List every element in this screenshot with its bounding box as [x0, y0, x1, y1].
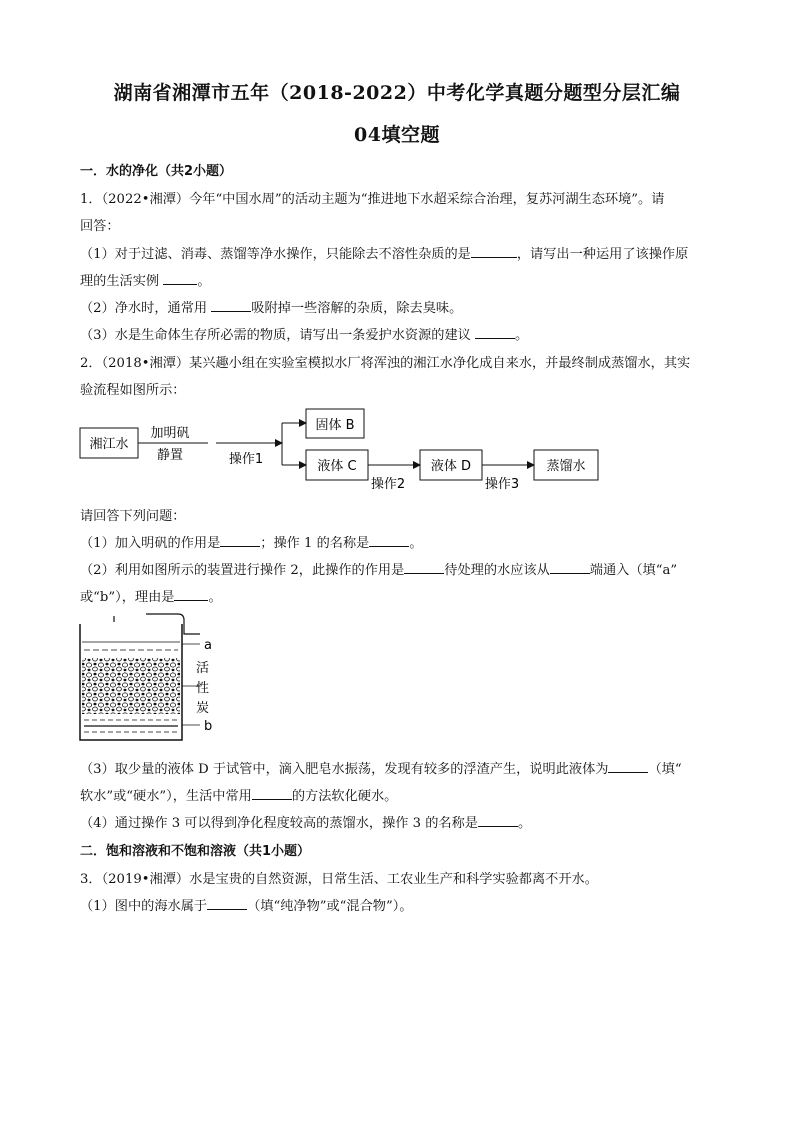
- answer-blank[interactable]: [211, 299, 251, 312]
- answer-blank[interactable]: [404, 561, 444, 574]
- op2-label: 操作2: [370, 477, 406, 492]
- q2-part-2-text-e: 。: [208, 590, 222, 605]
- reagent-alum-label: 加明矾: [150, 426, 190, 441]
- q1-line-2: 回答：: [80, 219, 120, 234]
- q1-part-3-text-b: 。: [515, 328, 529, 343]
- q1-part-2: [80, 297, 462, 316]
- q2-part-3-text-a: （3）取少量的液体 D 于试管中，滴入肥皂水振荡，发现有较多的浮渣产生，说明此液体为: [80, 762, 609, 777]
- q2-part-1: [80, 532, 423, 551]
- q1-part-1: [80, 243, 688, 262]
- node-liquid-d-label: 液体 D: [430, 459, 472, 474]
- q2-part-4-text-a: （4）通过操作 3 可以得到净化程度较高的蒸馏水，操作 3 的名称是: [80, 816, 478, 831]
- q2-part-2-text-b: 待处理的水应该从: [444, 563, 550, 578]
- flow-diagram: [70, 403, 630, 493]
- label-b: b: [204, 719, 213, 734]
- q1-part-1-text-b: ，请写出一种运用了该操作原: [516, 247, 689, 262]
- q1-part-1-text-a: （1）对于过滤、消毒、蒸馏等净水操作，只能除去不溶性杂质的是: [80, 247, 471, 262]
- q2-part-3-text-c: 软水”或“硬水”），生活中常用: [80, 789, 252, 804]
- q2-part-2-text-c: 端通入（填“a”: [589, 563, 678, 578]
- q2-prompt: 请回答下列问题：: [80, 509, 186, 524]
- answer-blank[interactable]: [163, 272, 197, 285]
- q2-part-2-cont: [80, 586, 222, 605]
- answer-blank[interactable]: [220, 534, 260, 547]
- q2-part-3: [80, 758, 682, 777]
- q2-part-2-text-a: （2）利用如图所示的装置进行操作 2，此操作的作用是: [80, 563, 405, 578]
- outlet-pipe-right: [146, 614, 200, 634]
- q2-part-2-text-d: 或“b”），理由是: [80, 590, 175, 605]
- q3-part-1: [80, 895, 413, 914]
- answer-blank[interactable]: [608, 760, 648, 773]
- q3-line-1: 3．（2019•湘潭）水是宝贵的自然资源，日常生活、工农业生产和科学实验都离不开水。: [80, 872, 598, 887]
- q1-line-1: 1．（2022•湘潭）今年“中国水周”的活动主题为“推进地下水超采综合治理，复苏河湖生态环境”。请: [80, 192, 665, 207]
- q1-part-1-text-d: 。: [197, 274, 211, 289]
- q1-part-2-text-b: 吸附掉一些溶解的杂质，除去臭味。: [251, 301, 463, 316]
- label-a: a: [204, 638, 212, 653]
- q2-part-1-text-a: （1）加入明矾的作用是: [80, 536, 221, 551]
- answer-blank[interactable]: [471, 245, 517, 258]
- label-carbon-1: 活: [196, 661, 210, 676]
- q2-part-3-text-d: 的方法软化硬水。: [291, 789, 398, 804]
- node-xiangjiang-water-label: 湘江水: [89, 437, 129, 452]
- op3-label: 操作3: [484, 477, 520, 492]
- activated-carbon-layer: [82, 658, 180, 714]
- q2-line-1: 2．（2018•湘潭）某兴趣小组在实验室模拟水厂将浑浊的湘江水净化成自来水，并最终制成蒸馏水，其实: [80, 356, 691, 371]
- q2-part-1-text-c: 。: [409, 536, 423, 551]
- q1-part-1-text-c: 理的生活实例: [80, 274, 160, 289]
- q3-part-1-text-a: （1）图中的海水属于: [80, 899, 208, 914]
- label-carbon-3: 炭: [196, 701, 210, 716]
- q1-part-3: [80, 324, 528, 343]
- op1-label: 操作1: [228, 452, 264, 467]
- answer-blank[interactable]: [252, 787, 292, 800]
- q2-part-4-text-b: 。: [518, 816, 532, 831]
- title-line-2: 04填空题: [354, 124, 440, 146]
- answer-blank[interactable]: [174, 588, 208, 601]
- q3-part-1-text-b: （填“纯净物”或“混合物”）。: [247, 899, 413, 914]
- label-carbon-2: 性: [196, 681, 210, 696]
- node-solid-b-label: 固体 B: [315, 418, 355, 433]
- answer-blank[interactable]: [207, 897, 247, 910]
- q1-part-3-text-a: （3）水是生命体生存所必需的物质，请写出一条爱护水资源的建议: [80, 328, 471, 343]
- reagent-settle-label: 静置: [156, 448, 184, 463]
- answer-blank[interactable]: [478, 814, 518, 827]
- q2-part-4: [80, 812, 531, 831]
- section-heading-1: 一．水的净化（共2小题）: [80, 164, 233, 179]
- q2-part-2: [80, 559, 677, 578]
- title-line-1: 湖南省湘潭市五年（2018-2022）中考化学真题分题型分层汇编: [113, 82, 681, 104]
- q2-part-1-text-b: ；操作 1 的名称是: [260, 536, 370, 551]
- q1-part-2-text-a: （2）净水时，通常用: [80, 301, 208, 316]
- node-liquid-c-label: 液体 C: [317, 459, 357, 474]
- q2-part-3-text-b: （填“: [648, 762, 682, 777]
- answer-blank[interactable]: [475, 326, 515, 339]
- activated-carbon-filter-apparatus: [74, 612, 224, 747]
- node-distilled-water-label: 蒸馏水: [546, 459, 586, 474]
- section-heading-2: 二．饱和溶液和不饱和溶液（共1小题）: [80, 844, 311, 859]
- q1-part-1-cont: [80, 270, 211, 289]
- q2-part-3-cont: [80, 785, 397, 804]
- answer-blank[interactable]: [550, 561, 590, 574]
- q2-line-2: 验流程如图所示：: [80, 383, 186, 398]
- answer-blank[interactable]: [369, 534, 409, 547]
